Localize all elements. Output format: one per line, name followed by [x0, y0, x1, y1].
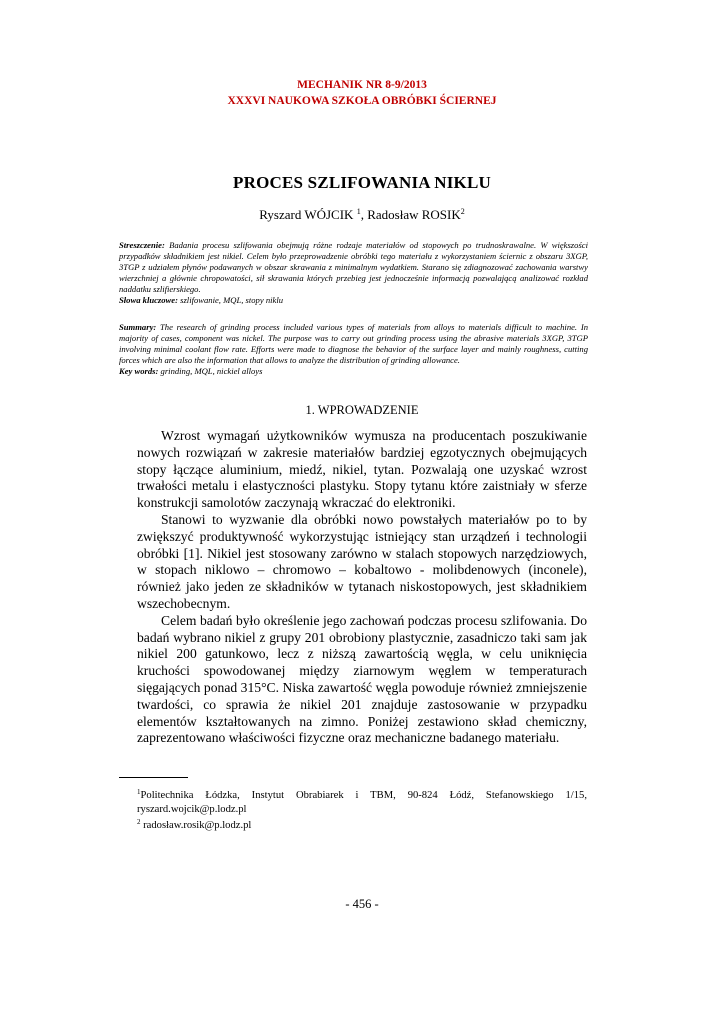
keywords-pl-label: Słowa kluczowe:: [119, 295, 178, 306]
author-2: Radosław ROSIK: [367, 207, 461, 222]
paragraph: Wzrost wymagań użytkowników wymusza na producentach poszukiwanie nowych rozwiązań w zakresie materiałów bardziej egzotycznych obejmujących stopy łączące aluminium, miedź, nikiel, tytan. Pozwalają one uzyskać wzrost trwałości metalu i elastyczności plastyku. Stopy tytanu które zaistniały w sferze konstrukcji samolotów zaczynają wkraczać do elektroniki.: [137, 428, 587, 511]
abstract-english: [119, 322, 588, 377]
journal-series: XXXVI NAUKOWA SZKOŁA OBRÓBKI ŚCIERNEJ: [227, 95, 497, 107]
author-line: [0, 207, 724, 223]
footnotes: [137, 786, 587, 833]
footnote-1-text: Politechnika Łódzka, Instytut Obrabiarek i TBM, 90-824 Łódź, Stefanowskiego 1/15, ryszard.wojcik@p.lodz.pl: [137, 790, 587, 815]
keywords-pl: szlifowanie, MQL, stopy niklu: [177, 295, 284, 306]
journal-header: [0, 77, 724, 109]
footnote-2-text: radosław.rosik@p.lodz.pl: [140, 820, 252, 831]
footnote-2-mark: 2: [137, 818, 141, 826]
author-1: Ryszard WÓJCIK: [259, 207, 354, 222]
footnote-1-mark: 1: [137, 788, 141, 796]
author-2-affiliation-mark: 2: [460, 207, 465, 216]
footnote-1: [137, 786, 587, 816]
footnote-2: [137, 816, 587, 833]
abstract-en-label: Summary:: [119, 322, 157, 332]
page-number: - 456 -: [345, 897, 379, 911]
body-text: [137, 428, 587, 747]
paragraph: Stanowi to wyzwanie dla obróbki nowo powstałych materiałów po to by zwiększyć produktywność wykorzystując istniejący stan urządzeń i technologii obróbki [1]. Nikiel jest stosowany zarówno w stalach stopowych narzędziowych, w stopach niklowo – chromowo – kobaltowo - molibdenowych (inconele), również jako jeden ze składników w tytanach niskostopowych, jest składnikiem wszechobecnym.: [137, 511, 587, 611]
journal-issue: MECHANIK NR 8-9/2013: [297, 79, 427, 91]
abstract-pl-text: Badania procesu szlifowania obejmują różne rodzaje materiałów od stopowych po trudnoskrawalne. W większości przypadków składnikiem jest nikiel. Celem było przeprowadzenie obróbki tego materiału z wykorzystaniem ściernic z obszaru 3XGP, 3TGP z udziałem płynów podawanych w obszar skrawania z minimalnym wydatkiem. Starano się zdiagnozować zachowania warstwy wierzchniej a głównie chropowatości, sił skrawania których przebieg jest jednocześnie informacją pozwalającą analizować rozkład naddatku szlifierskiego.: [119, 240, 588, 295]
author-1-affiliation-mark: 1: [356, 207, 361, 216]
abstract-polish: [119, 240, 588, 307]
section-heading: 1. WPROWADZENIE: [305, 403, 419, 417]
keywords-en: grinding, MQL, nickiel alloys: [158, 366, 263, 377]
abstract-en-text: The research of grinding process included various types of materials from alloys to materials difficult to machine. In majority of cases, component was nickel. The purpose was to carry out grinding process using the abrasive materials 3XGP, 3TGP involving minimal coolant flow rate. Efforts were made to diagnose the behavior of the surface layer and mainly roughness, cutting forces which are also the information that allows to analyze the distribution of grinding allowance.: [119, 322, 588, 366]
abstract-pl-label: Streszczenie:: [119, 240, 165, 250]
keywords-en-label: Key words:: [119, 366, 159, 377]
paper-title: PROCES SZLIFOWANIA NIKLU: [233, 173, 491, 192]
paragraph: Celem badań było określenie jego zachowań podczas procesu szlifowania. Do badań wybrano nikiel z grupy 201 obrobiony plastycznie, zasadniczo taki sam jak nikiel 200 gatunkowo, lecz z niższą zawartością węgla, w celu uniknięcia kruchości spowodowanej między ziarnowym węglem w temperaturach sięgających ponad 315°C. Niska zawartość węgla powoduje również zmniejszenie twardości, co sprawia że nikiel 201 znajduje zastosowanie w przypadku elementów kształtowanych na zimno. Poniżej zestawiono skład chemiczny, zaprezentowano właściwości fizyczne oraz mechaniczne badanego materiału.: [137, 612, 587, 746]
author-separator: ,: [360, 207, 368, 222]
footnote-divider: [119, 777, 188, 778]
